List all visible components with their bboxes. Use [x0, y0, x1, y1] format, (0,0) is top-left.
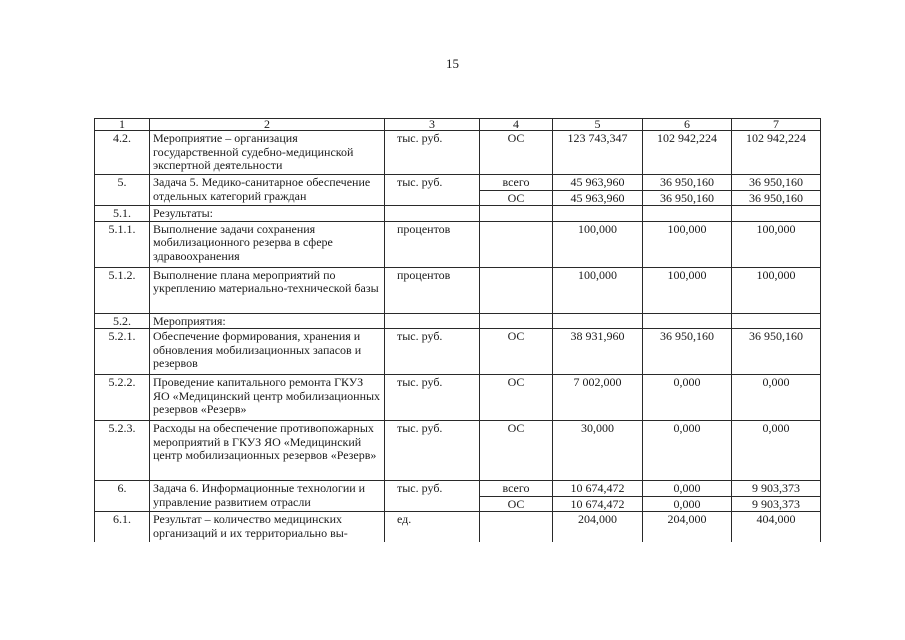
value-col5-cell: 100,000	[553, 221, 643, 267]
row-number-cell: 6.	[95, 481, 150, 512]
value-col6-cell	[643, 206, 732, 222]
table-row	[95, 221, 821, 267]
unit-cell: процентов	[385, 267, 480, 313]
value-col5-cell: 100,000	[553, 267, 643, 313]
value-col7-cell: 9 903,373	[732, 481, 821, 497]
description-cell: Мероприятия:	[150, 313, 385, 329]
table-row	[95, 206, 821, 222]
column-header: 3	[385, 119, 480, 131]
source-cell: всего	[480, 175, 553, 191]
row-number-cell: 5.1.1.	[95, 221, 150, 267]
row-number-cell: 6.1.	[95, 512, 150, 542]
column-header: 1	[95, 119, 150, 131]
budget-table	[94, 118, 821, 542]
value-col5-cell: 38 931,960	[553, 329, 643, 375]
source-cell: ОС	[480, 329, 553, 375]
description-cell: Выполнение плана мероприятий по укреплению материально-технической базы	[150, 267, 385, 313]
row-number-cell: 5.2.1.	[95, 329, 150, 375]
table-header-row	[95, 119, 821, 131]
table-row	[95, 131, 821, 175]
value-col5-cell	[553, 206, 643, 222]
value-col6-cell: 102 942,224	[643, 131, 732, 175]
table-row	[95, 329, 821, 375]
column-header: 6	[643, 119, 732, 131]
description-cell: Проведение капитального ремонта ГКУЗ ЯО «Медицинский центр мобилизационных резервов «Резерв»	[150, 375, 385, 421]
value-col7-cell	[732, 206, 821, 222]
column-header: 5	[553, 119, 643, 131]
source-cell	[480, 512, 553, 542]
value-col5-cell	[553, 313, 643, 329]
value-col7-cell: 0,000	[732, 421, 821, 481]
description-cell: Мероприятие – организация государственной судебно-медицинской экспертной деятельности	[150, 131, 385, 175]
unit-cell: тыс. руб.	[385, 329, 480, 375]
value-col7-cell: 36 950,160	[732, 190, 821, 206]
description-cell: Результат – количество медицинских организаций и их территориально вы-	[150, 512, 385, 542]
value-col6-cell: 0,000	[643, 496, 732, 512]
value-col7-cell: 102 942,224	[732, 131, 821, 175]
source-cell: всего	[480, 481, 553, 497]
value-col6-cell: 36 950,160	[643, 175, 732, 191]
row-number-cell: 4.2.	[95, 131, 150, 175]
value-col6-cell: 36 950,160	[643, 190, 732, 206]
value-col6-cell: 204,000	[643, 512, 732, 542]
row-number-cell: 5.2.2.	[95, 375, 150, 421]
table-row	[95, 512, 821, 542]
unit-cell: тыс. руб.	[385, 131, 480, 175]
description-cell: Результаты:	[150, 206, 385, 222]
value-col5-cell: 10 674,472	[553, 481, 643, 497]
value-col6-cell: 100,000	[643, 221, 732, 267]
column-header: 2	[150, 119, 385, 131]
row-number-cell: 5.	[95, 175, 150, 206]
table-row	[95, 267, 821, 313]
value-col5-cell: 45 963,960	[553, 190, 643, 206]
description-cell: Задача 6. Информационные технологии и управление развитием отрасли	[150, 481, 385, 512]
source-cell: ОС	[480, 496, 553, 512]
source-cell	[480, 221, 553, 267]
unit-cell	[385, 206, 480, 222]
row-number-cell: 5.1.2.	[95, 267, 150, 313]
source-cell: ОС	[480, 190, 553, 206]
table-row	[95, 481, 821, 497]
description-cell: Выполнение задачи сохранения мобилизационного резерва в сфере здравоохранения	[150, 221, 385, 267]
value-col7-cell: 36 950,160	[732, 175, 821, 191]
value-col5-cell: 45 963,960	[553, 175, 643, 191]
value-col7-cell: 404,000	[732, 512, 821, 542]
table-row	[95, 175, 821, 191]
unit-cell	[385, 313, 480, 329]
value-col7-cell: 0,000	[732, 375, 821, 421]
value-col6-cell: 100,000	[643, 267, 732, 313]
unit-cell: тыс. руб.	[385, 481, 480, 512]
value-col7-cell: 100,000	[732, 267, 821, 313]
source-cell	[480, 313, 553, 329]
source-cell: ОС	[480, 131, 553, 175]
page-number: 15	[446, 56, 459, 71]
source-cell	[480, 206, 553, 222]
row-number-cell: 5.2.3.	[95, 421, 150, 481]
unit-cell: тыс. руб.	[385, 375, 480, 421]
value-col6-cell: 0,000	[643, 375, 732, 421]
row-number-cell: 5.2.	[95, 313, 150, 329]
value-col5-cell: 123 743,347	[553, 131, 643, 175]
value-col6-cell	[643, 313, 732, 329]
value-col5-cell: 204,000	[553, 512, 643, 542]
source-cell: ОС	[480, 421, 553, 481]
value-col7-cell: 100,000	[732, 221, 821, 267]
source-cell: ОС	[480, 375, 553, 421]
unit-cell: процентов	[385, 221, 480, 267]
value-col7-cell: 36 950,160	[732, 329, 821, 375]
value-col7-cell: 9 903,373	[732, 496, 821, 512]
table-row	[95, 313, 821, 329]
unit-cell: тыс. руб.	[385, 175, 480, 206]
description-cell: Расходы на обеспечение противопожарных мероприятий в ГКУЗ ЯО «Медицинский центр мобилизационных резервов «Резерв»	[150, 421, 385, 481]
table-row	[95, 421, 821, 481]
value-col5-cell: 10 674,472	[553, 496, 643, 512]
source-cell	[480, 267, 553, 313]
value-col6-cell: 36 950,160	[643, 329, 732, 375]
row-number-cell: 5.1.	[95, 206, 150, 222]
value-col7-cell	[732, 313, 821, 329]
value-col5-cell: 7 002,000	[553, 375, 643, 421]
value-col6-cell: 0,000	[643, 421, 732, 481]
value-col6-cell: 0,000	[643, 481, 732, 497]
unit-cell: тыс. руб.	[385, 421, 480, 481]
value-col5-cell: 30,000	[553, 421, 643, 481]
unit-cell: ед.	[385, 512, 480, 542]
table-row	[95, 375, 821, 421]
column-header: 7	[732, 119, 821, 131]
description-cell: Обеспечение формирования, хранения и обновления мобилизационных запасов и резервов	[150, 329, 385, 375]
column-header: 4	[480, 119, 553, 131]
description-cell: Задача 5. Медико-санитарное обеспечение отдельных категорий граждан	[150, 175, 385, 206]
